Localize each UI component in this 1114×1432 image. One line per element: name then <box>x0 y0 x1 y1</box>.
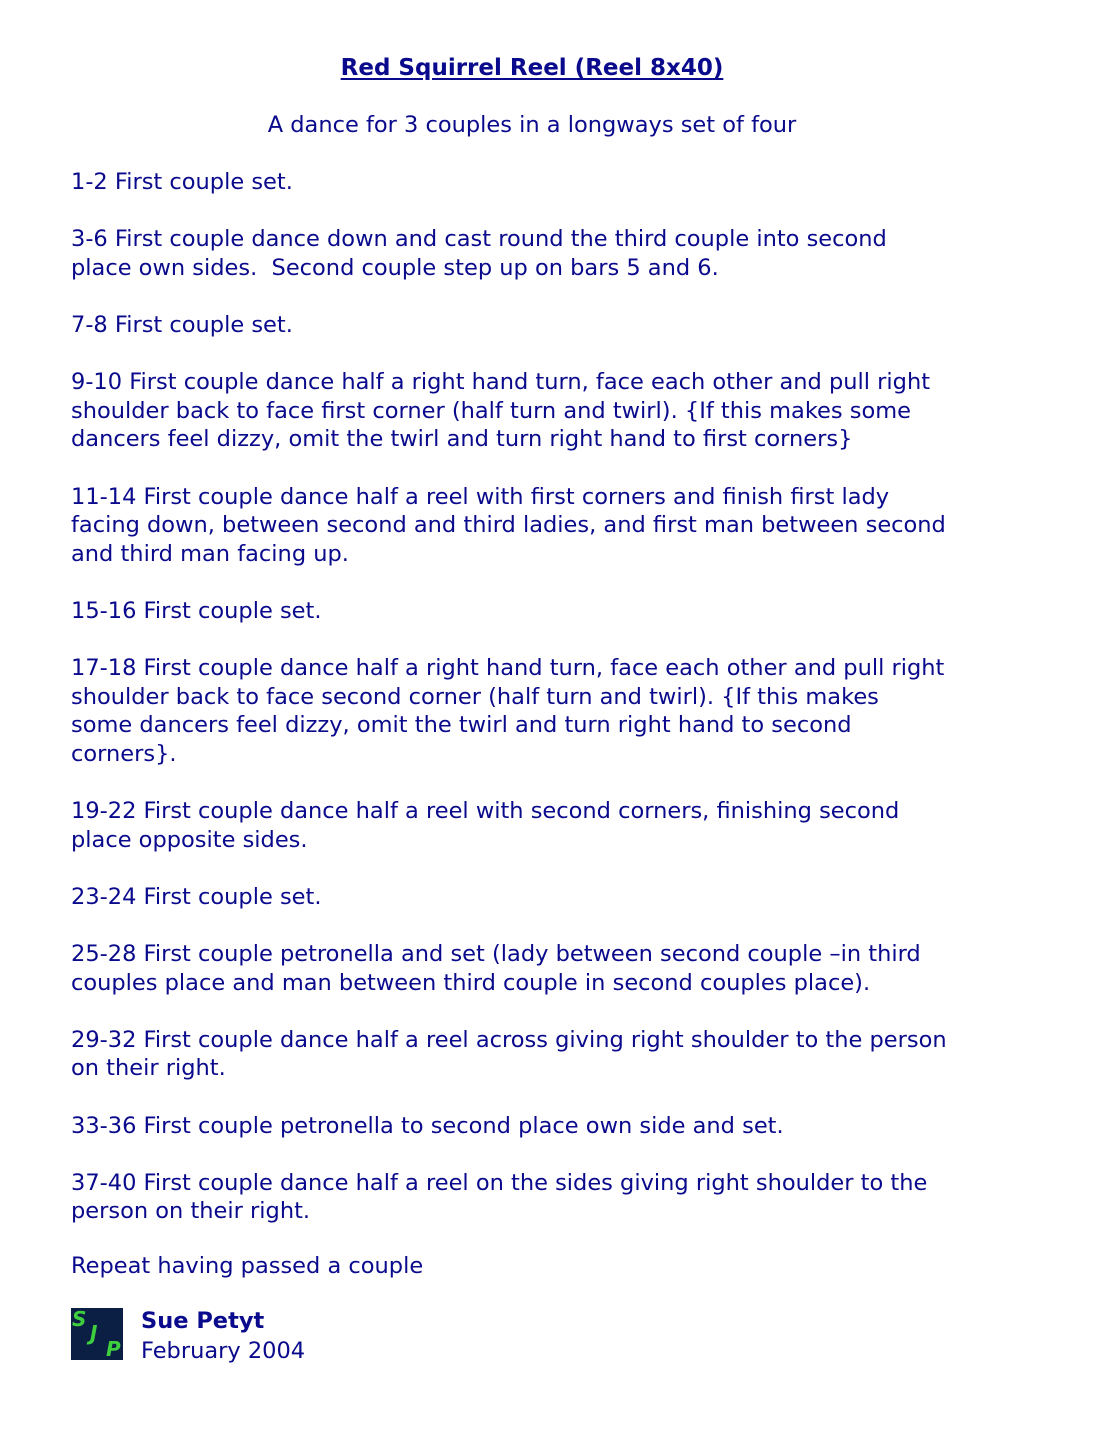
dance-step: 17-18 First couple dance half a right hand turn, face each other and pull right shoulder back to face second corner (half turn and twirl). {If this makes some dancers feel dizzy, omit the twirl and turn right hand to second corners}. <box>71 655 945 767</box>
dance-step: 11-14 First couple dance half a reel with first corners and finish first lady facing down, between second and third ladies, and first man between second and third man facing up. <box>71 483 946 567</box>
dance-step: 1-2 First couple set. <box>71 169 293 195</box>
logo-letter: P <box>106 1337 121 1361</box>
dance-title: Red Squirrel Reel (Reel 8x40) <box>340 55 724 81</box>
dance-step: 25-28 First couple petronella and set (lady between second couple –in third couples place and man between third couple in second couples place). <box>71 941 921 996</box>
dance-step: 9-10 First couple dance half a right hand turn, face each other and pull right shoulder back to face first corner (half turn and twirl). {If this makes some dancers feel dizzy, omit the twirl and turn right hand to first corners} <box>71 369 931 453</box>
dance-step: 23-24 First couple set. <box>71 883 322 910</box>
logo-letter: J <box>90 1321 98 1345</box>
author-name: Sue Petyt <box>141 1308 265 1334</box>
dance-subtitle: A dance for 3 couples in a longways set of four <box>267 112 797 138</box>
signature-block <box>71 1305 471 1375</box>
dance-step: 37-40 First couple dance half a reel on the sides giving right shoulder to the person on their right. <box>71 1169 928 1225</box>
dance-step: 3-6 First couple dance down and cast round the third couple into second place own sides. Second couple step up on bars 5 and 6. <box>71 226 887 281</box>
dance-step: 29-32 First couple dance half a reel across giving right shoulder to the person on their right. <box>71 1026 947 1082</box>
dance-step: 33-36 First couple petronella to second place own side and set. <box>71 1112 784 1139</box>
dance-step: 7-8 First couple set. <box>71 311 293 338</box>
dance-steps-list <box>71 168 1011 1255</box>
logo-letter: S <box>72 1307 87 1331</box>
sjp-logo <box>71 1308 123 1360</box>
author-date: February 2004 <box>141 1338 306 1364</box>
dance-step: 19-22 First couple dance half a reel with second corners, finishing second place opposite sides. <box>71 798 900 853</box>
dance-step: 15-16 First couple set. <box>71 597 322 624</box>
repeat-note: Repeat having passed a couple <box>71 1253 424 1279</box>
